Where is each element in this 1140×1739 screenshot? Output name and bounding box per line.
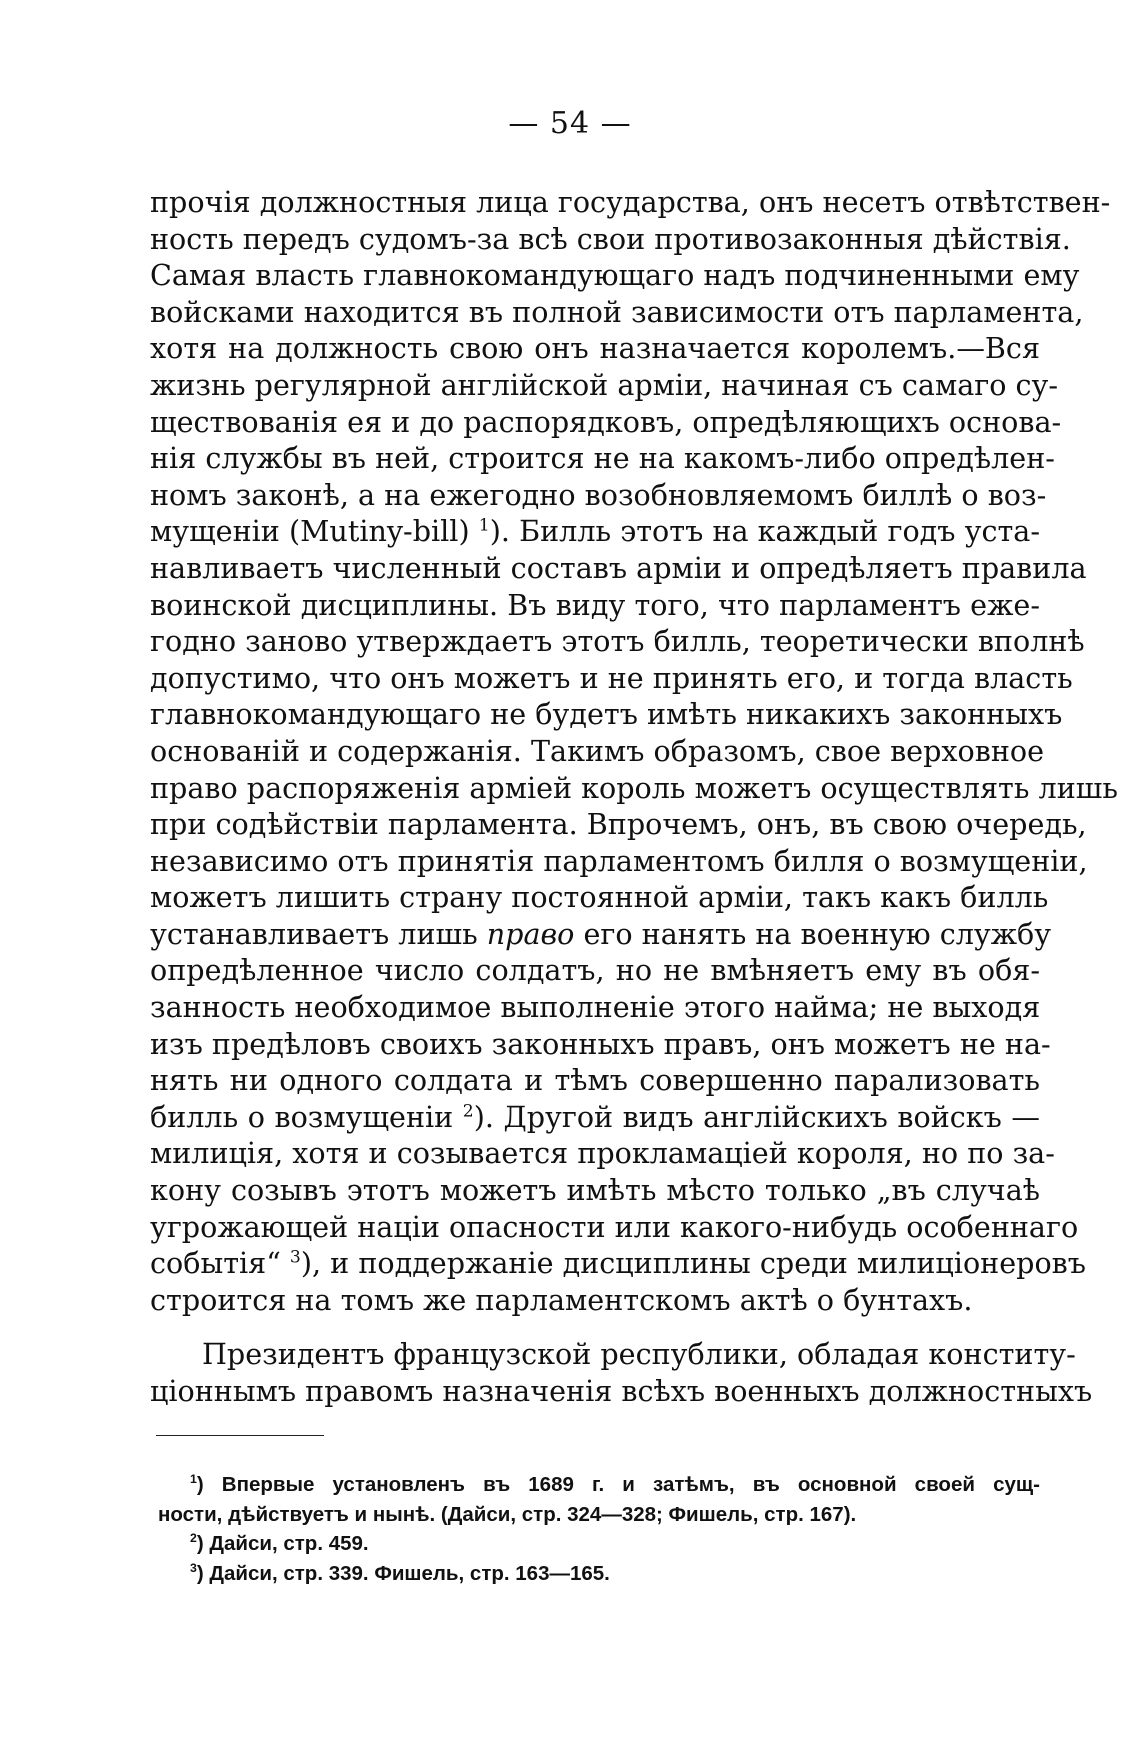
text-segment: ). Другой видъ англійскихъ войскъ — [473, 1099, 1041, 1134]
main-text [150, 184, 1118, 1410]
text-line: кону созывъ этотъ можетъ имѣть мѣсто только „въ случаѣ [150, 1173, 1040, 1208]
footnote-2 [190, 1529, 1040, 1559]
text-line: ность передъ судомъ-за всѣ свои противозаконныя дѣйствія. [150, 221, 1071, 256]
text-line: главнокомандующаго не будетъ имѣть никакихъ законныхъ [150, 697, 1063, 732]
text-segment: билль о возмущеніи [150, 1099, 463, 1134]
text-line: нять ни одного солдата и тѣмъ совершенно парализовать [150, 1063, 1040, 1098]
text-line: ществованія ея и до распорядковъ, опредѣляющихъ основа- [150, 404, 1062, 439]
text-segment: ). Билль этотъ на каждый годъ уста- [489, 514, 1040, 549]
footnote-marker: 2 [190, 1531, 197, 1546]
text-line: основаній и содержанія. Такимъ образомъ, свое верховное [150, 733, 1045, 768]
text-line: годно заново утверждаетъ этотъ билль, теоретически вполнѣ [150, 624, 1085, 659]
footnote-reference: 3 [289, 1247, 301, 1268]
text-line [150, 1245, 1086, 1282]
text-line: можетъ лишить страну постоянной арміи, такъ какъ билль [150, 880, 1049, 915]
text-line: допустимо, что онъ можетъ и не принять его, и тогда власть [150, 660, 1073, 695]
text-line: воинской дисциплины. Въ виду того, что парламентъ еже- [150, 587, 1040, 622]
footnote-3 [190, 1559, 1040, 1589]
text-line: Президентъ французской республики, обладая конститу- [202, 1337, 1076, 1372]
text-line: Самая власть главнокомандующаго надъ подчиненными ему [150, 258, 1080, 293]
footnote-reference: 1 [478, 515, 490, 536]
footnote-text: ) Дайси, стр. 459. [196, 1532, 369, 1555]
footnote-marker: 3 [190, 1560, 197, 1575]
footnote-1 [190, 1470, 1040, 1500]
footnote-text: ) Впервые установленъ въ 1689 г. и затѣмъ, въ основной своей сущ- [196, 1473, 1040, 1496]
text-line: занность необходимое выполненіе этого найма; не выходя [150, 990, 1041, 1025]
text-line: угрожающей націи опасности или какого-нибудь особеннаго [150, 1209, 1079, 1244]
text-line: независимо отъ принятія парламентомъ билля о возмущеніи, [150, 843, 1088, 878]
footnotes [158, 1470, 1040, 1588]
text-line: строится на томъ же парламентскомъ актѣ о бунтахъ. [150, 1282, 973, 1317]
text-line [150, 513, 1040, 550]
text-line: изъ предѣловъ своихъ законныхъ правъ, онъ можетъ не на- [150, 1026, 1051, 1061]
page-number: — 54 — [508, 106, 632, 141]
text-line: нія службы въ ней, строится не на какомъ-либо опредѣлен- [150, 441, 1055, 476]
text-line: жизнь регулярной англійской арміи, начиная съ самаго су- [150, 367, 1059, 402]
text-line [150, 1099, 1040, 1136]
text-segment: устанавливаетъ лишь [150, 916, 487, 951]
text-line: навливаетъ численный составъ арміи и опредѣляетъ правила [150, 550, 1087, 585]
text-line: опредѣленное число солдатъ, но не вмѣняетъ ему въ обя- [150, 953, 1040, 988]
text-line: право распоряженія арміей король можетъ осуществлять лишь [150, 770, 1118, 805]
emphasis-word: право [486, 916, 575, 951]
text-line: прочія должностныя лица государства, онъ несетъ отвѣтствен- [150, 185, 1111, 219]
footnote-marker: 1 [190, 1472, 197, 1487]
footnote-reference: 2 [462, 1101, 474, 1122]
text-line: милиція, хотя и созывается прокламаціей короля, но по за- [150, 1136, 1055, 1171]
text-line: войсками находится въ полной зависимости отъ парламента, [150, 294, 1084, 329]
text-segment: мущеніи (Mutiny-bill) [150, 514, 479, 549]
text-line: ціоннымъ правомъ назначенія всѣхъ военныхъ должностныхъ [150, 1374, 1093, 1408]
text-line: номъ законѣ, а на ежегодно возобновляемомъ биллѣ о воз- [150, 477, 1047, 512]
footnote-divider [156, 1435, 324, 1436]
footnote-1-continuation: ности, дѣйствуетъ и нынѣ. (Дайси, стр. 324—328; Фишель, стр. 167). [158, 1502, 857, 1526]
paragraph-gap [150, 1318, 1040, 1336]
text-segment: событія“ [150, 1246, 290, 1281]
footnote-text: ) Дайси, стр. 339. Фишель, стр. 163—165. [196, 1561, 610, 1585]
text-segment: ), и поддержаніе дисциплины среди милиціонеровъ [300, 1246, 1086, 1281]
text-line [150, 916, 1052, 953]
text-segment: его нанять на военную службу [574, 916, 1052, 951]
text-line: хотя на должность свою онъ назначается королемъ.—Вся [150, 331, 1040, 366]
text-line: при содѣйствіи парламента. Впрочемъ, онъ, въ свою очередь, [150, 807, 1087, 842]
